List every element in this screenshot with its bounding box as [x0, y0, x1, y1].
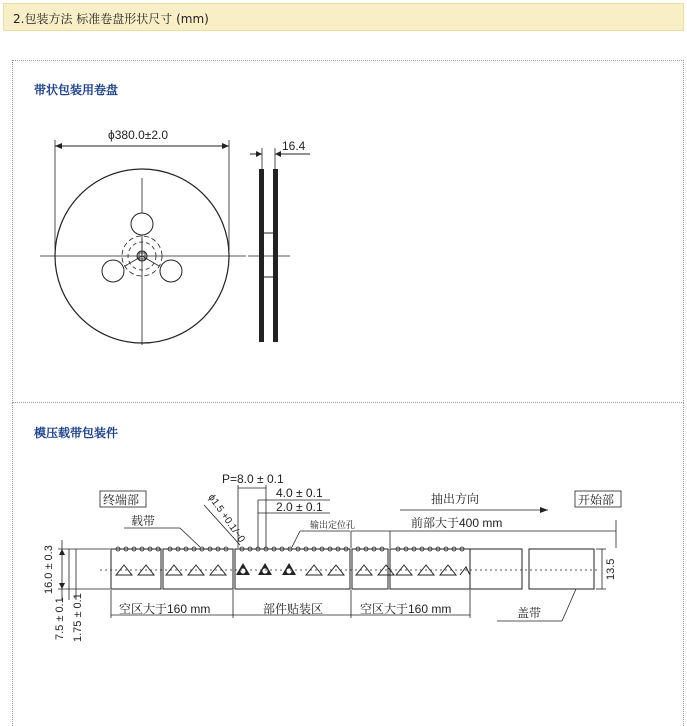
- end-label: 终端部: [103, 493, 140, 507]
- empty-tail-label: 空区大于160 mm: [119, 602, 211, 616]
- parts-area-label: 部件贴装区: [263, 602, 324, 616]
- cover-width-label: 13.5: [605, 558, 617, 580]
- hole-pitch-label: 4.0 ± 0.1: [276, 486, 323, 500]
- pull-direction-label: 抽出方向: [431, 492, 480, 506]
- reel-width-label: 16.4: [282, 139, 306, 153]
- tape-width-label: 16.0 ± 0.3: [43, 545, 55, 594]
- carrier-tape-label: 载带: [131, 514, 156, 528]
- section-title: 2.包装方法 标准卷盘形状尺寸 (mm): [13, 12, 209, 26]
- pitch-label: P=8.0 ± 0.1: [222, 472, 284, 486]
- tape-panel-title: 模压载带包装件: [34, 426, 119, 440]
- hole-diameter-label: ϕ1.5 +0.1/−0: [205, 492, 247, 545]
- start-label: 开始部: [578, 493, 615, 507]
- row-position-label: 7.5 ± 0.1: [54, 597, 66, 640]
- hole-edge-label: 1.75 ± 0.1: [72, 593, 84, 642]
- reel-diameter-label: ϕ380.0±2.0: [108, 128, 169, 142]
- leader-length-label: 前部大于400 mm: [411, 516, 503, 530]
- feed-hole-label: 输出定位孔: [310, 520, 356, 530]
- hole-offset-label: 2.0 ± 0.1: [276, 500, 323, 514]
- cover-tape-label: 盖带: [517, 606, 542, 620]
- empty-head-label: 空区大于160 mm: [360, 602, 452, 616]
- reel-panel-title: 带状包装用卷盘: [34, 83, 119, 97]
